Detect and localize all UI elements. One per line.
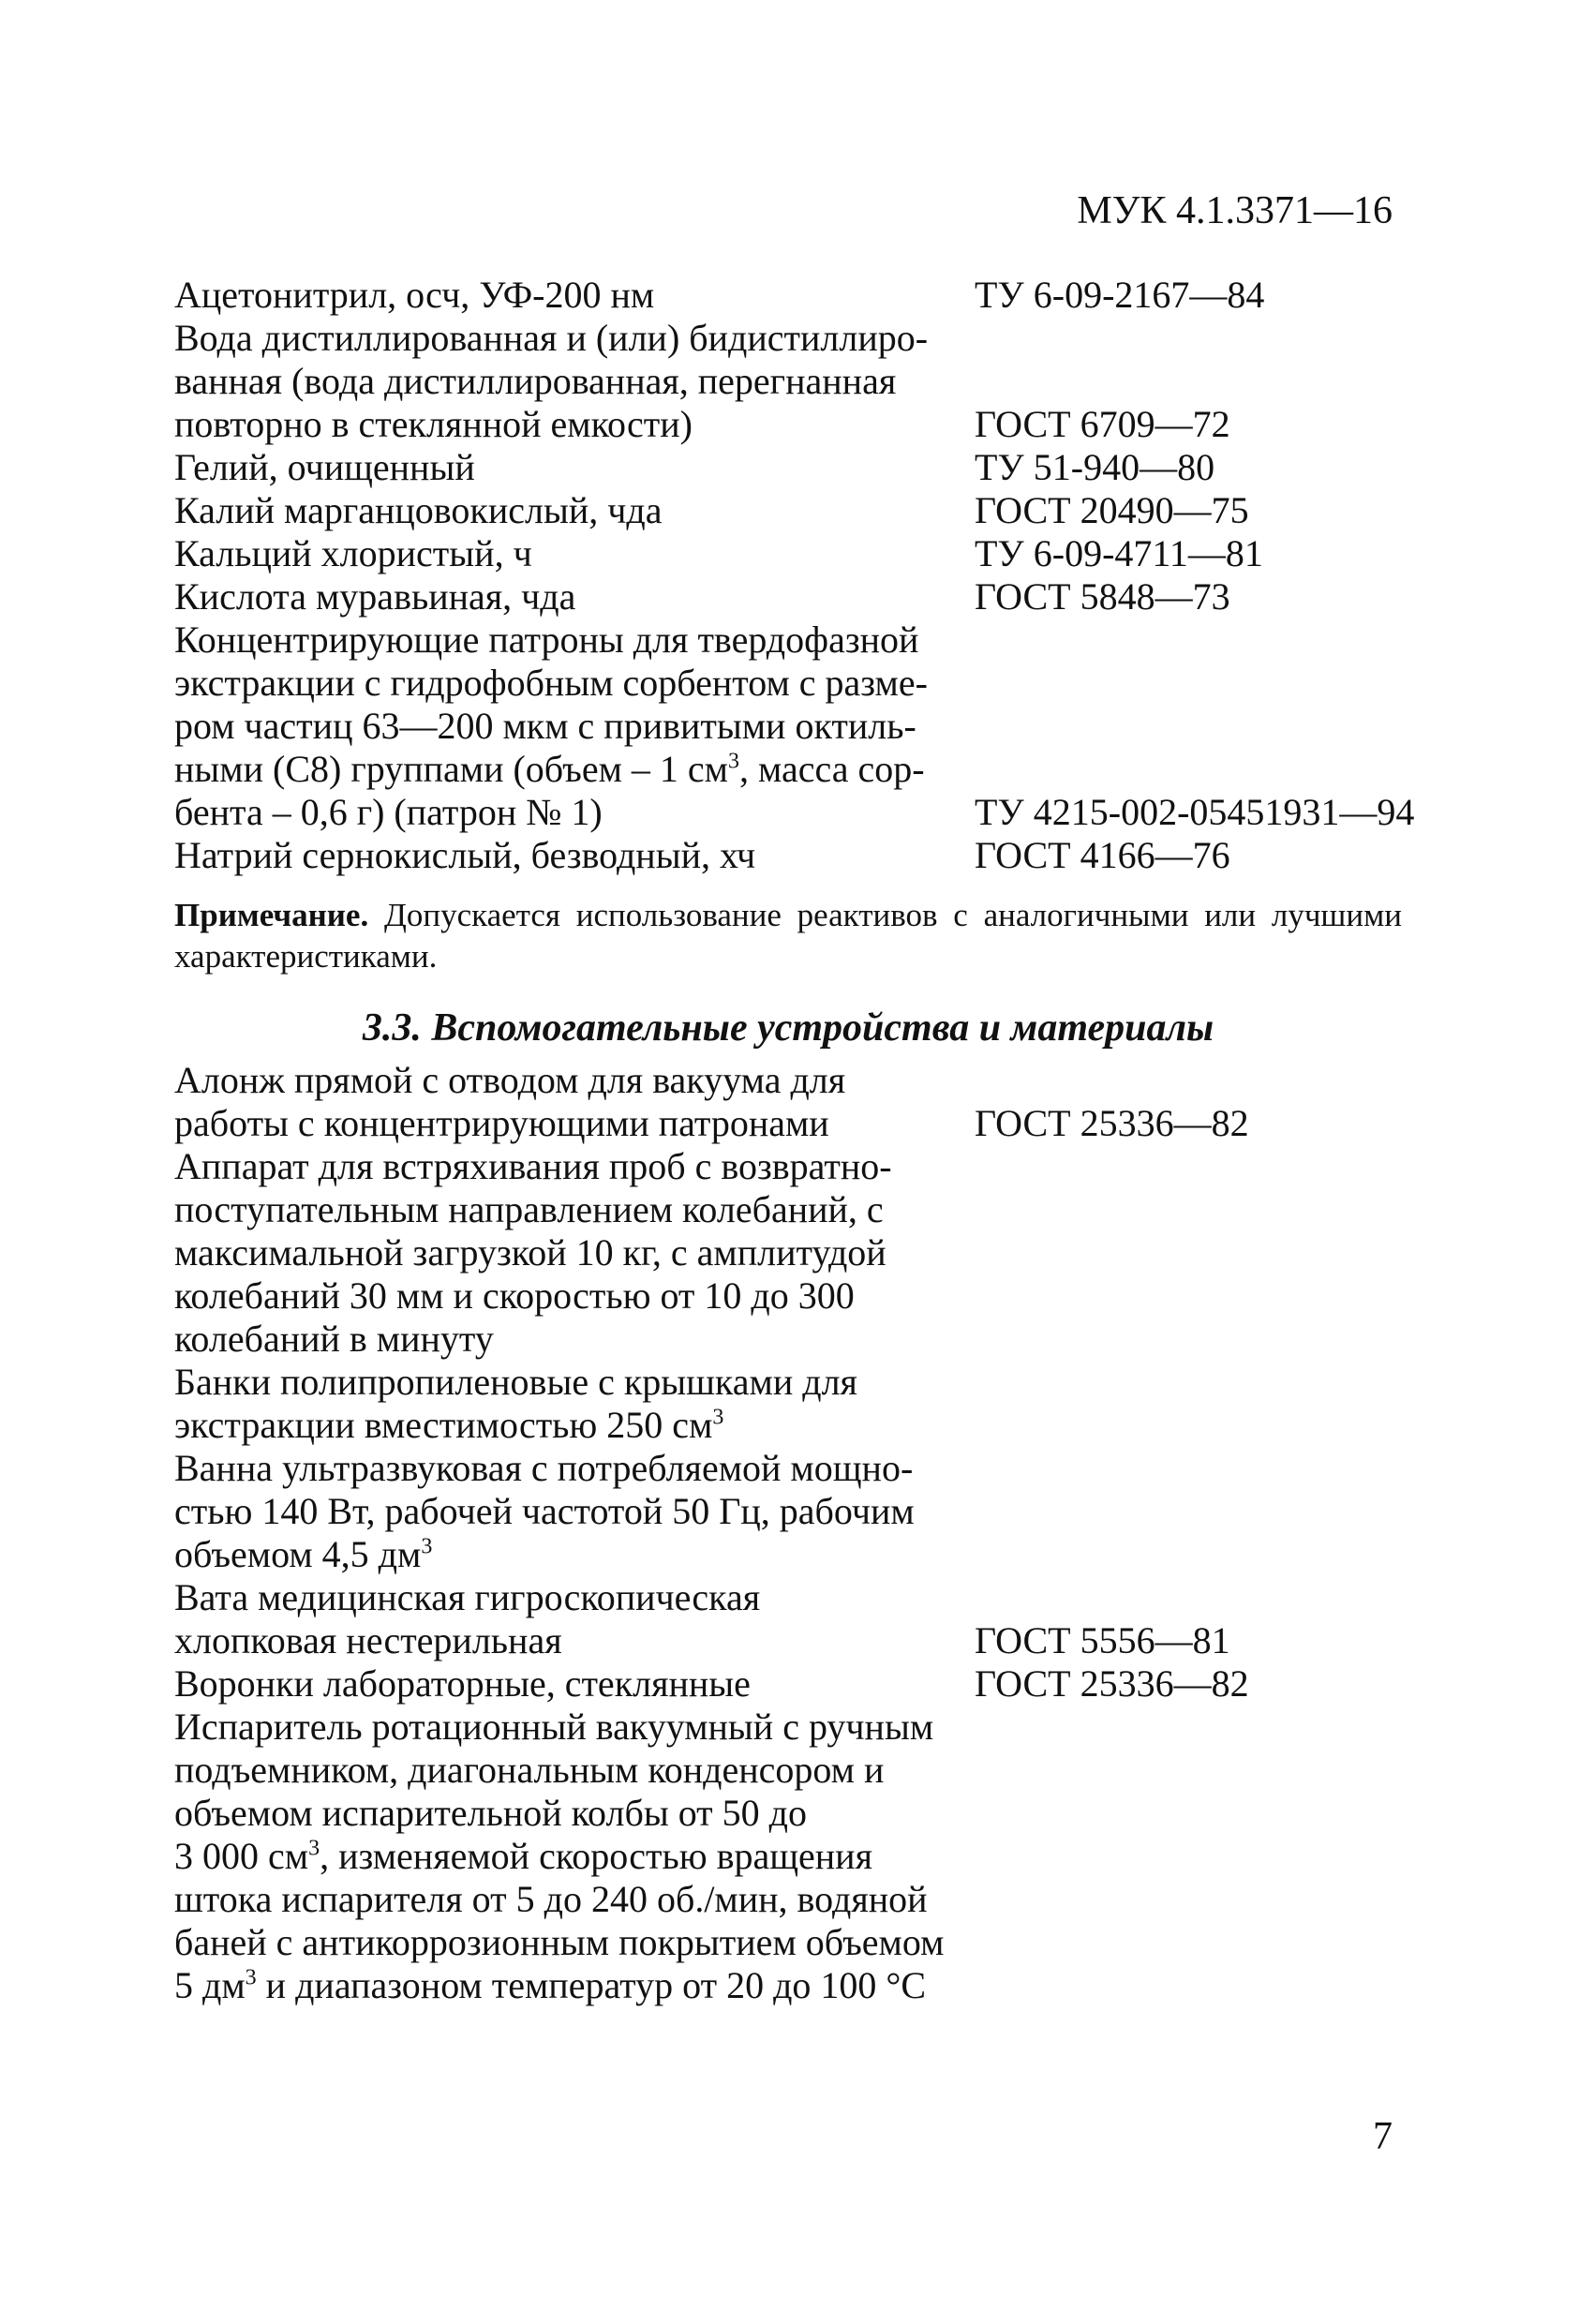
item-standard: ГОСТ 25336—82 — [975, 1662, 1249, 1705]
superscript: 3 — [245, 1965, 257, 1990]
superscript: 3 — [712, 1405, 724, 1430]
list-item — [174, 575, 1411, 618]
item-name — [174, 618, 980, 834]
item-standard: ТУ 4215-002-05451931—94 — [975, 791, 1415, 833]
item-name: Гелий, очищенный — [174, 446, 475, 488]
page-number: 7 — [1373, 2115, 1393, 2158]
superscript: 3 — [727, 749, 739, 774]
section-title: 3.3. Вспомогательные устройства и материалы — [362, 1006, 1214, 1050]
item-standard: ГОСТ 5848—73 — [975, 575, 1230, 618]
list-item — [174, 274, 1411, 317]
reagents-list — [174, 274, 1415, 877]
list-item — [174, 1576, 1411, 1662]
item-name: Вата медицинская гигроскопическая хлопковая нестерильная — [174, 1576, 761, 1661]
note-text: Допускается использование реактивов с аналогичными или лучшими характеристиками. — [174, 897, 1402, 975]
item-name-part: Концентрирующие патроны для твердофазной экстракции с гидрофобным сорбентом с разме- ром частиц 63—200 мкм с привитыми октиль- ными (С8) группами (объем – 1 см — [174, 618, 928, 790]
superscript: 3 — [421, 1534, 433, 1559]
item-standard: ГОСТ 4166—76 — [975, 834, 1230, 876]
list-item — [174, 1706, 1411, 2007]
item-name-part: Банки полипропиленовые с крышками для экстракции вместимостью 250 см — [174, 1361, 857, 1446]
list-item — [174, 1059, 1411, 1145]
item-standard: ТУ 51-940—80 — [975, 446, 1215, 488]
list-item — [174, 489, 1411, 532]
document-code: МУК 4.1.3371—16 — [1077, 189, 1393, 232]
list-item — [174, 1447, 1411, 1576]
item-standard: ГОСТ 25336—82 — [975, 1102, 1249, 1144]
item-name-part: , изменяемой скоростью вращения штока испарителя от 5 до 240 об./мин, водяной баней с антикоррозионным покрытием объемом 5 дм — [174, 1835, 945, 2006]
list-item — [174, 618, 1415, 834]
list-item — [174, 532, 1411, 575]
list-item — [174, 1361, 1411, 1447]
item-name: Вода дистиллированная и (или) бидистиллиро- ванная (вода дистиллированная, перегнанная повторно в стеклянной емкости) — [174, 317, 929, 445]
note-paragraph — [174, 895, 1402, 977]
superscript: 3 — [308, 1836, 320, 1861]
item-name: Кислота муравьиная, чда — [174, 575, 576, 618]
item-name: Ацетонитрил, осч, УФ-200 нм — [174, 274, 655, 316]
item-standard: ГОСТ 6709—72 — [975, 403, 1230, 445]
item-name: Калий марганцовокислый, чда — [174, 489, 663, 531]
item-name: Алонж прямой с отводом для вакуума для работы с концентрирующими патронами — [174, 1059, 846, 1144]
list-item — [174, 1662, 1411, 1706]
item-standard: ГОСТ 20490—75 — [975, 489, 1249, 531]
item-name-part: Ванна ультразвуковая с потребляемой мощно- стью 140 Вт, рабочей частотой 50 Гц, рабочим объемом 4,5 дм — [174, 1447, 915, 1575]
item-name-part: , масса сор- бента – 0,6 г) (патрон № 1) — [174, 748, 925, 833]
note-label: Примечание. — [174, 897, 369, 933]
item-name — [174, 1361, 980, 1447]
item-name — [174, 1706, 980, 2007]
item-name: Натрий сернокислый, безводный, хч — [174, 834, 756, 876]
item-standard: ТУ 6-09-4711—81 — [975, 532, 1263, 574]
item-name: Кальций хлористый, ч — [174, 532, 532, 574]
item-name: Воронки лабораторные, стеклянные — [174, 1662, 751, 1705]
item-standard: ГОСТ 5556—81 — [975, 1619, 1230, 1661]
devices-list — [174, 1059, 1411, 2007]
item-name — [174, 1447, 980, 1576]
item-standard: ТУ 6-09-2167—84 — [975, 274, 1265, 316]
item-name: Аппарат для встряхивания проб с возвратно- поступательным направлением колебаний, с максимальной загрузкой 10 кг, с амплитудой колебаний 30 мм и скоростью от 10 до 300 колебаний в минуту — [174, 1145, 892, 1360]
list-item — [174, 317, 1411, 446]
list-item — [174, 446, 1411, 489]
list-item — [174, 834, 1411, 877]
item-name-part: Испаритель ротационный вакуумный с ручным подъемником, диагональным конденсором и объемом испарительной колбы от 50 до 3 000 см — [174, 1706, 934, 1877]
list-item — [174, 1145, 1411, 1361]
item-name-part: и диапазоном температур от 20 до 100 °С — [256, 1964, 927, 2006]
